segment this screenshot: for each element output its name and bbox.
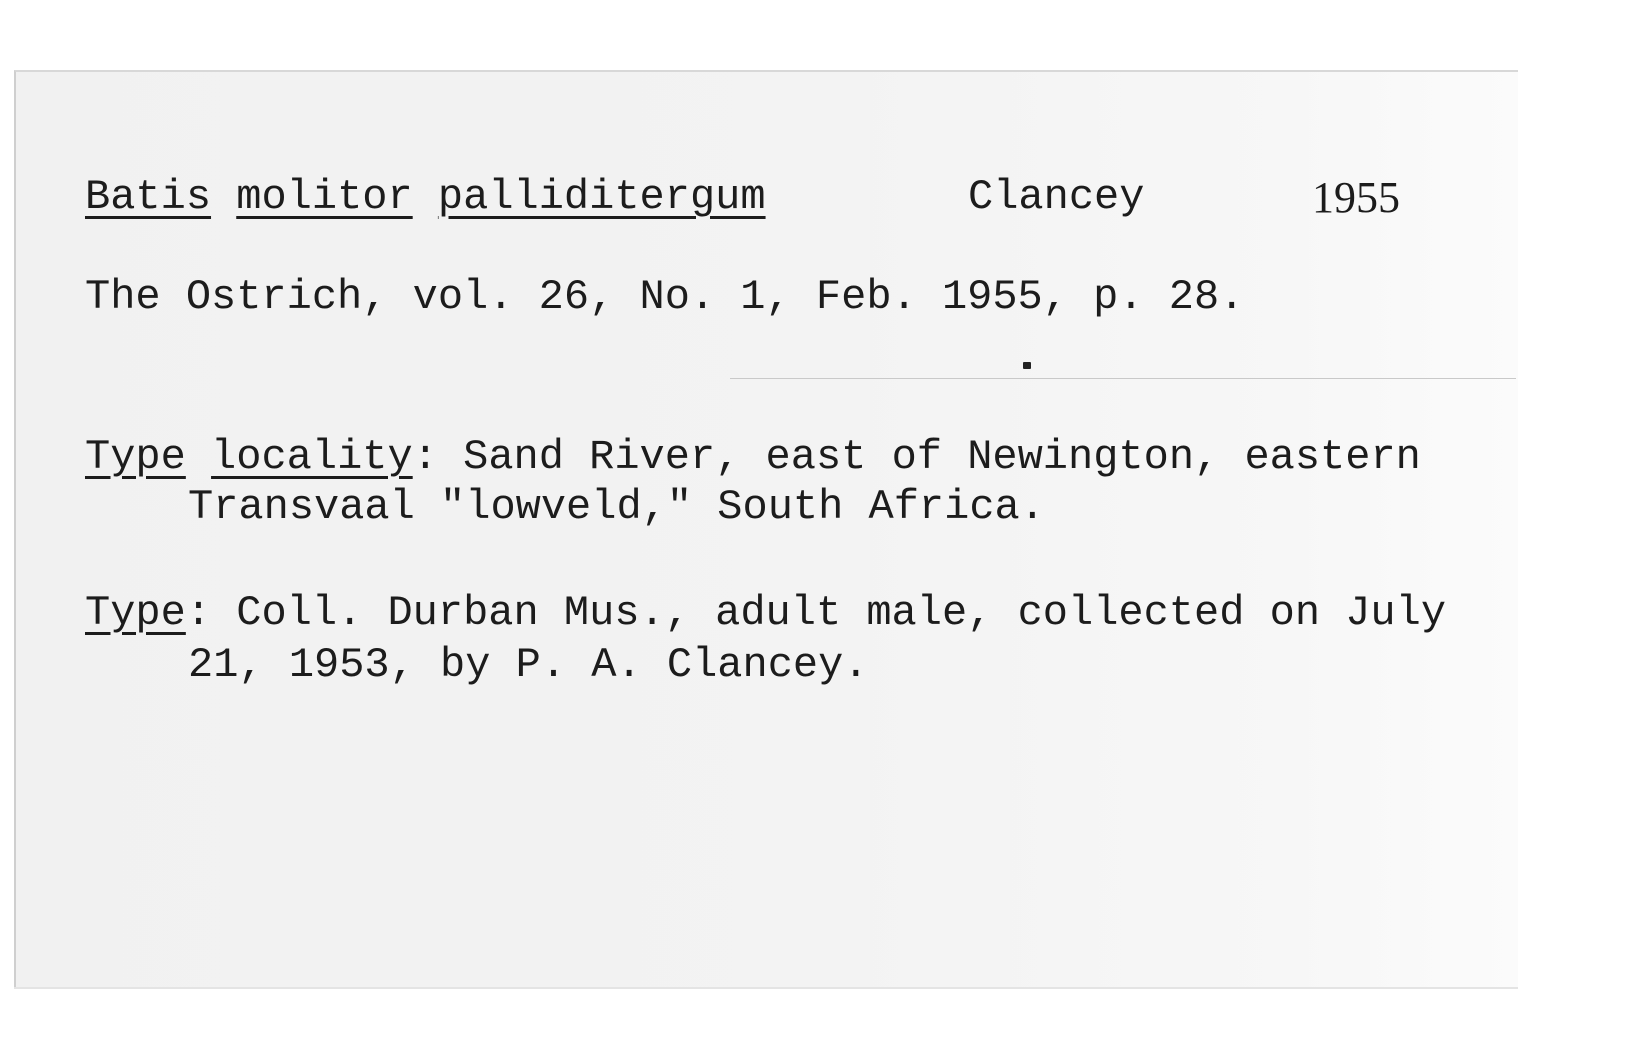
type-locality-label-type: Type <box>85 433 186 481</box>
type-locality-colon: : <box>412 433 438 481</box>
author-name: Clancey <box>968 173 1145 221</box>
type-locality-line-2: Transvaal "lowveld," South Africa. <box>188 483 1045 531</box>
type-line-2: 21, 1953, by P. A. Clancey. <box>188 641 869 689</box>
species-epithet: molitor <box>236 173 413 221</box>
type-locality-label-locality: locality <box>211 433 413 481</box>
genus-name: Batis <box>85 173 212 221</box>
species-name <box>85 173 766 221</box>
type-locality-line-1 <box>85 433 1421 481</box>
type-colon: : <box>185 589 212 637</box>
type-label: Type <box>85 589 186 637</box>
ink-speck <box>1023 362 1031 369</box>
type-line-1 <box>85 589 1447 637</box>
type-locality-text-1: Sand River, east of Newington, eastern <box>437 433 1421 481</box>
citation-text: The Ostrich, vol. 26, No. 1, Feb. 1955, p. 28. <box>85 273 1245 321</box>
publication-year: 1955 <box>1312 173 1400 222</box>
card-fold-line <box>730 378 1516 379</box>
type-text-1: Coll. Durban Mus., adult male, collected on July <box>211 589 1447 637</box>
subspecies-epithet: palliditergum <box>437 173 766 221</box>
